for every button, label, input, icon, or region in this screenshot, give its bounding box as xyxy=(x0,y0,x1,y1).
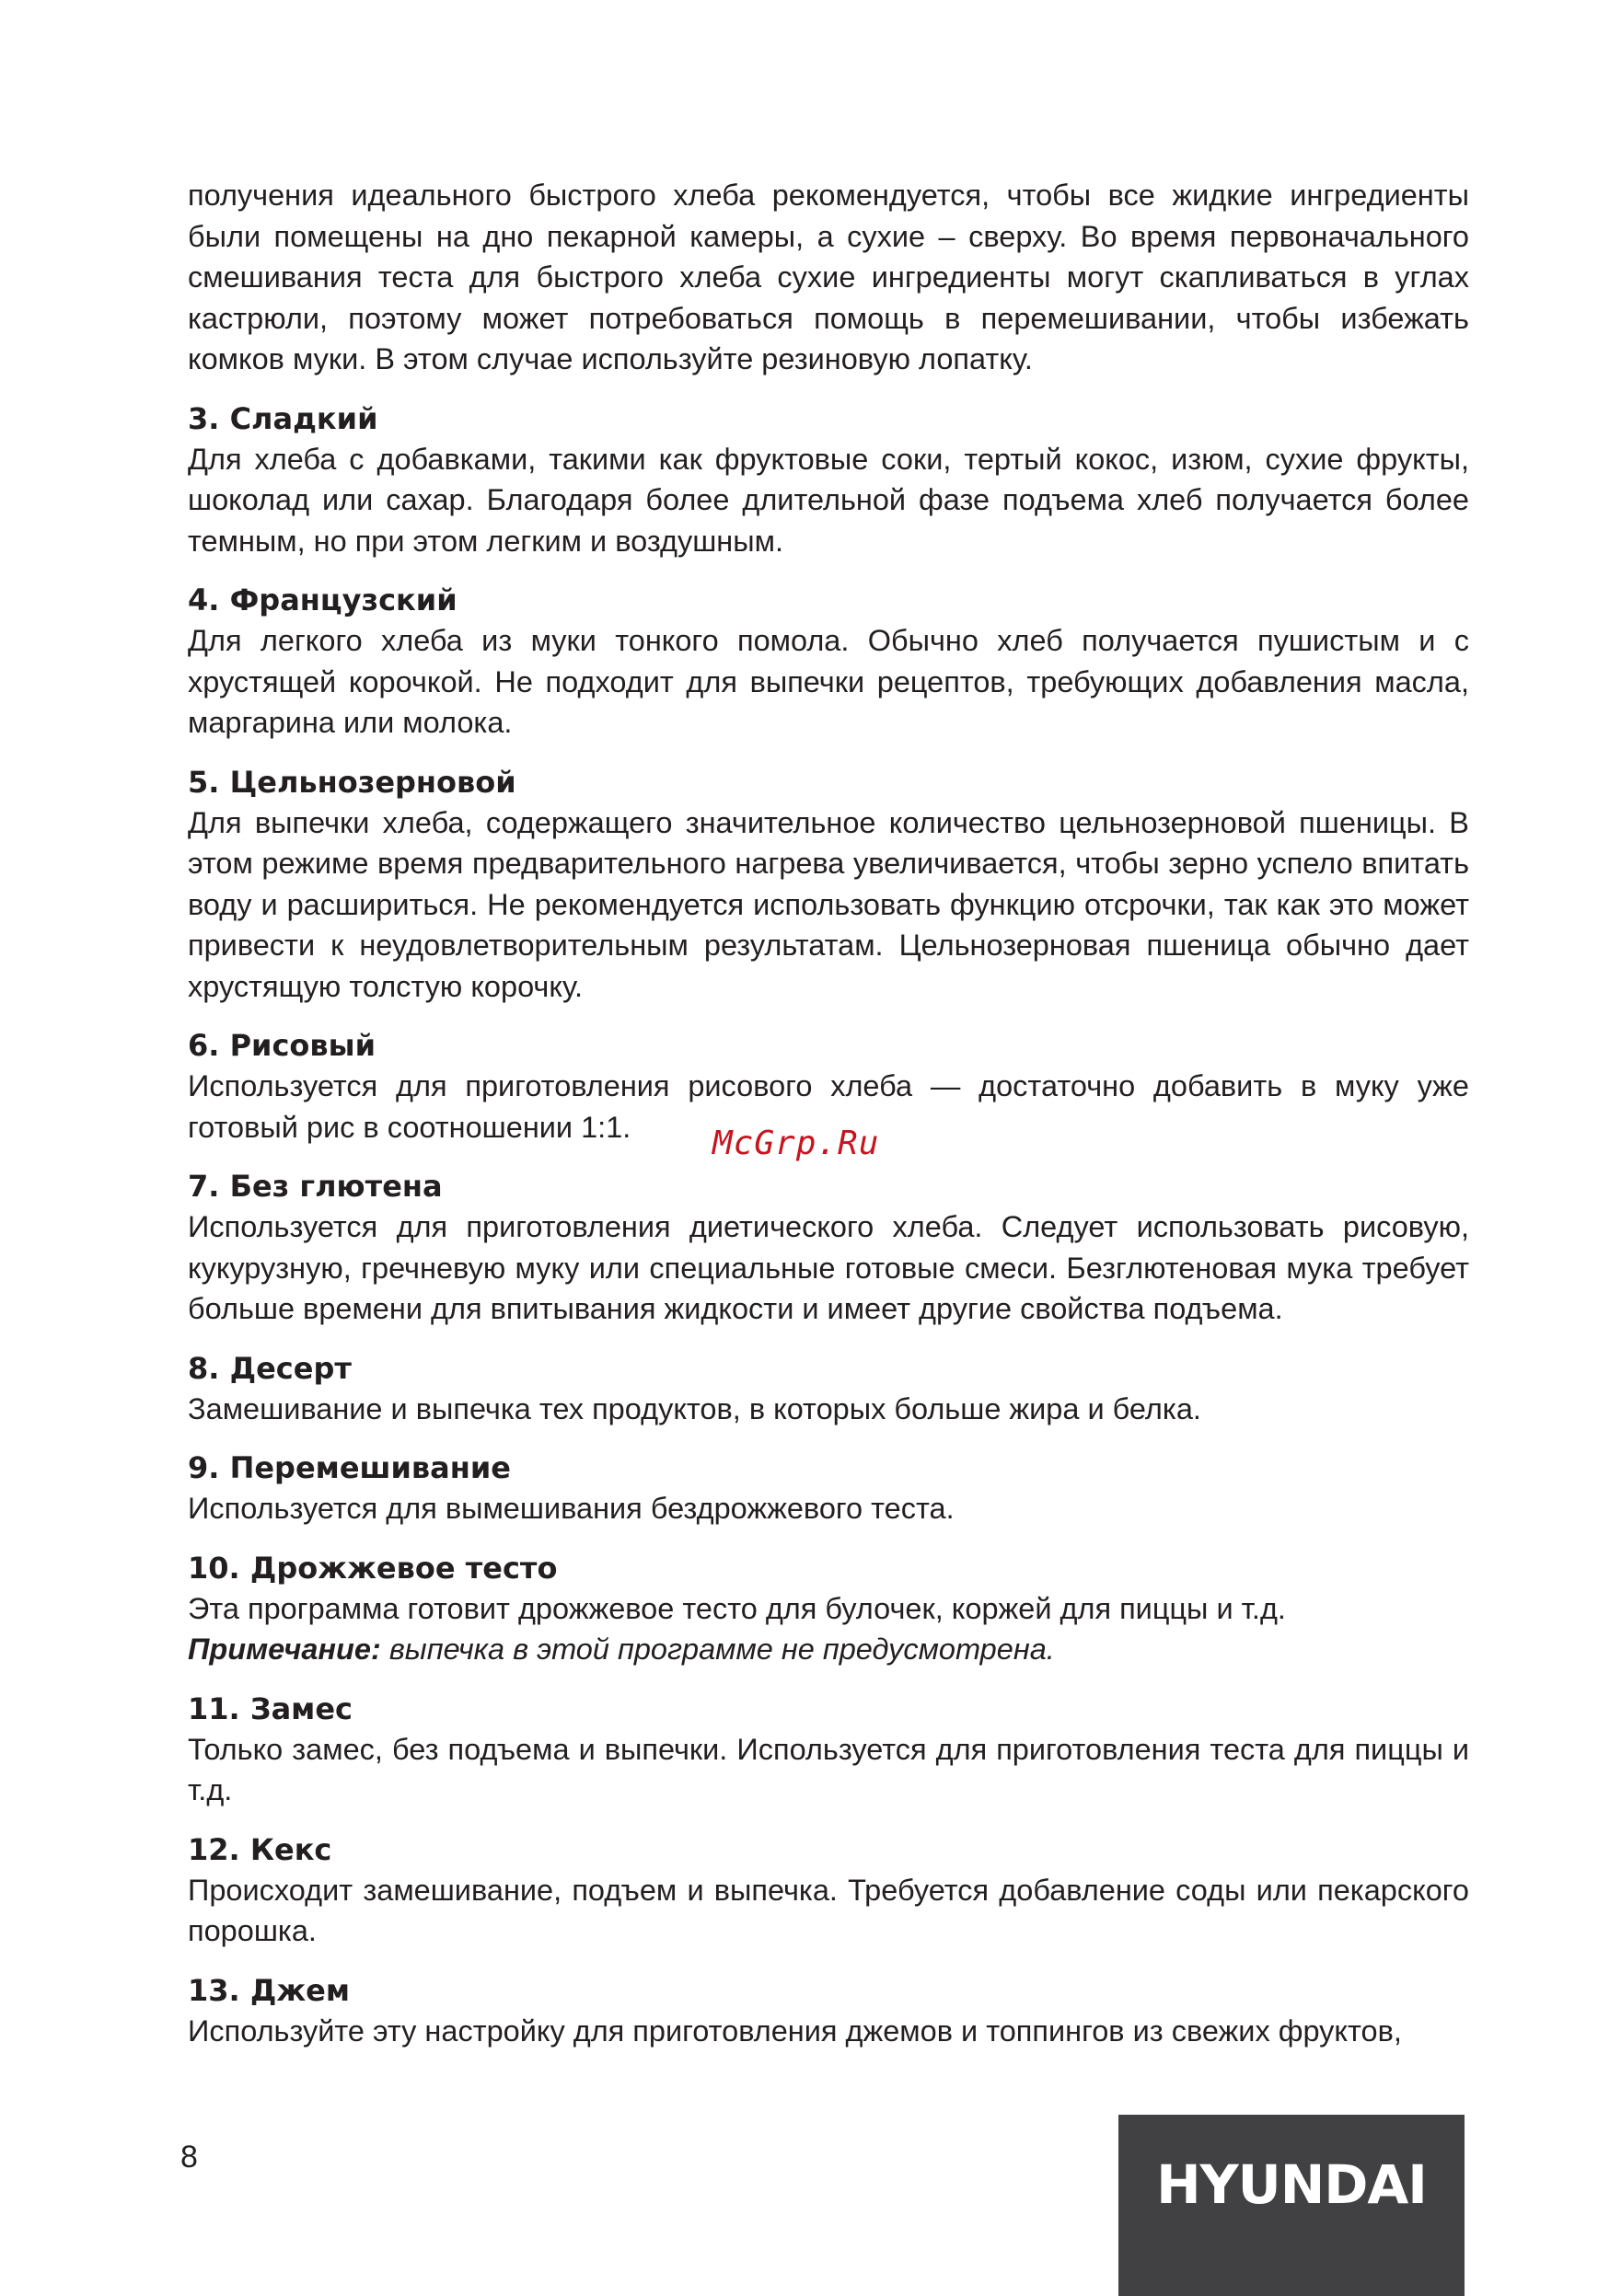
section-text: Используйте эту настройку для приготовления джемов и топпингов из свежих фруктов, xyxy=(188,2013,1402,2048)
section-text: Используется для вымешивания бездрожжевого теста. xyxy=(188,1492,955,1525)
brand-block xyxy=(1118,2115,1465,2296)
section-french xyxy=(188,580,1469,744)
section-gluten-free xyxy=(188,1166,1469,1330)
section-title: 11. Замес xyxy=(188,1690,353,1726)
section-sweet xyxy=(188,398,1469,562)
section-yeast-dough xyxy=(188,1548,1469,1670)
section-title: 12. Кекс xyxy=(188,1831,332,1867)
section-text: Происходит замешивание, подъем и выпечка. Требуется добавление соды или пекарского порошка. xyxy=(188,1873,1469,1947)
section-text: Используется для приготовления рисового хлеба — достаточно добавить в муку уже готовый рис в соотношении 1:1. xyxy=(188,1069,1469,1144)
section-mixing xyxy=(188,1448,1469,1529)
section-title: 10. Дрожжевое тесто xyxy=(188,1550,558,1586)
section-text: Для хлеба с добавками, такими как фруктовые соки, тертый кокос, изюм, сухие фрукты, шоколад или сахар. Благодаря более длительной фазе подъема хлеб получается более темным, но при этом легким и воздушным. xyxy=(188,442,1469,558)
brand-logo: HYUNDAI xyxy=(1156,2153,1427,2216)
section-title: 6. Рисовый xyxy=(188,1028,376,1063)
page-number: 8 xyxy=(180,2140,198,2175)
section-text: Эта программа готовит дрожжевое тесто для булочек, коржей для пиццы и т.д. xyxy=(188,1591,1286,1625)
section-text: Замешивание и выпечка тех продуктов, в которых больше жира и белка. xyxy=(188,1391,1201,1425)
section-title: 9. Перемешивание xyxy=(188,1450,511,1485)
section-dessert xyxy=(188,1348,1469,1430)
section-title: 5. Цельнозерновой xyxy=(188,764,516,800)
section-kneading xyxy=(188,1689,1469,1811)
section-text: Используется для приготовления диетического хлеба. Следует использовать рисовую, кукурузную, гречневую муку или специальные готовые смеси. Безглютеновая мука требует больше времени для впитывания жидкости и имеет другие свойства подъема. xyxy=(188,1210,1469,1325)
section-title: 4. Французский xyxy=(188,583,457,617)
section-title: 7. Без глютена xyxy=(188,1169,443,1204)
section-title: 8. Десерт xyxy=(188,1350,352,1386)
section-title: 13. Джем xyxy=(188,1972,351,2008)
section-note xyxy=(188,1629,1469,1670)
section-text: Для легкого хлеба из муки тонкого помола. Обычно хлеб получается пушистым и с хрустящей корочкой. Не подходит для выпечки рецептов, требующих добавления масла, маргарина или молока. xyxy=(188,624,1469,739)
page-content xyxy=(188,175,1469,2051)
note-label: Примечание: xyxy=(188,1633,381,1666)
watermark: McGrp.Ru xyxy=(712,1125,880,1162)
section-text: Только замес, без подъема и выпечки. Используется для приготовления теста для пиццы и т.д. xyxy=(188,1732,1469,1806)
section-text: Для выпечки хлеба, содержащего значительное количество цельнозерновой пшеницы. В этом режиме время предварительного нагрева увеличивается, чтобы зерно успело впитать воду и расшириться. Не рекомендуется использовать функцию отсрочки, так как это может привести к неудовлетворительным результатам. Цельнозерновая пшеница обычно дает хрустящую толстую корочку. xyxy=(188,805,1469,1003)
section-jam xyxy=(188,1970,1469,2052)
section-title: 3. Сладкий xyxy=(188,400,378,436)
note-text: выпечка в этой программе не предусмотрена. xyxy=(380,1633,1055,1666)
section-cake xyxy=(188,1829,1469,1952)
section-wholegrain xyxy=(188,762,1469,1008)
intro-paragraph: получения идеального быстрого хлеба рекомендуется, чтобы все жидкие ингредиенты были помещены на дно пекарной камеры, а сухие – сверху. Во время первоначального смешивания теста для быстрого хлеба сухие ингредиенты могут скапливаться в углах кастрюли, поэтому может потребоваться помощь в перемешивании, чтобы избежать комков муки. В этом случае используйте резиновую лопатку. xyxy=(188,179,1469,375)
